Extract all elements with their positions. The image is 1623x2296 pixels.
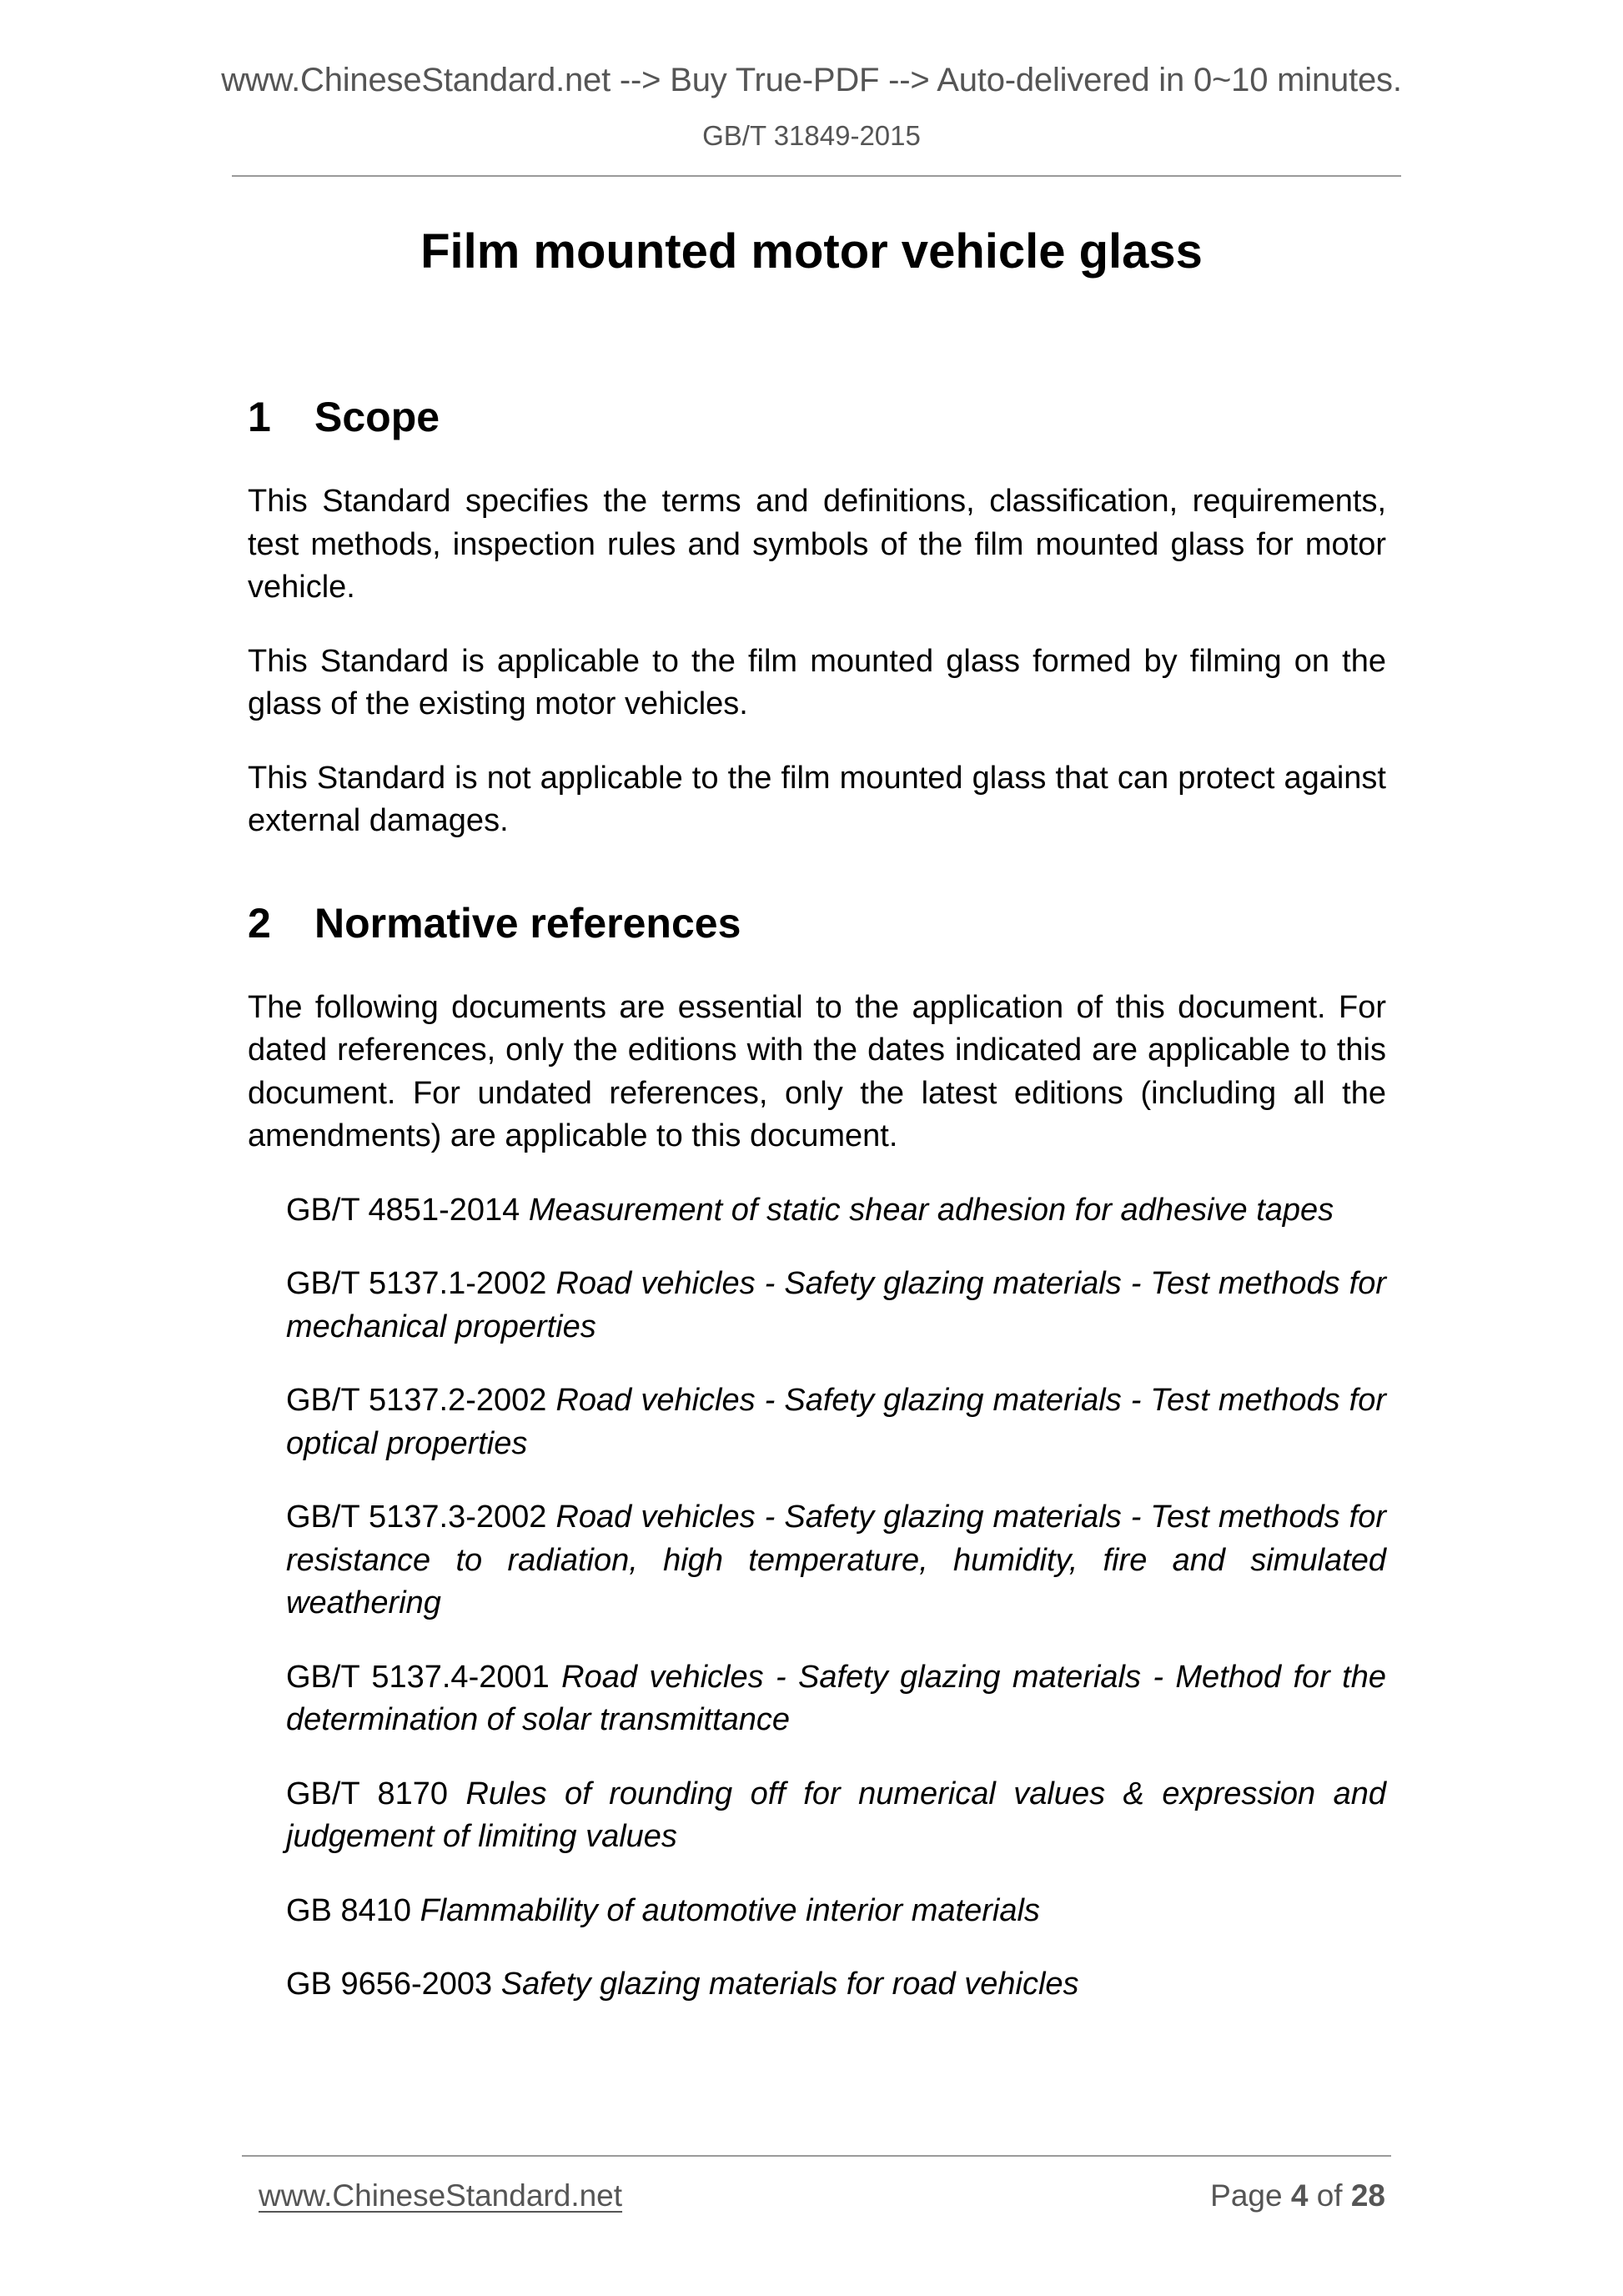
document-body: [248, 384, 1386, 2007]
reference-item: [286, 1656, 1386, 1742]
reference-item: [286, 1379, 1386, 1465]
reference-title: Road vehicles - Safety glazing materials - Test methods for resistance to radiation, high temperature, humidity, fire and simulated weathering: [286, 1500, 1386, 1620]
page-of: of: [1316, 2178, 1343, 2213]
section-title: Scope: [314, 394, 440, 440]
reference-code: GB/T 5137.2-2002: [286, 1383, 547, 1418]
paragraph: This Standard specifies the terms and definitions, classification, requirements, test methods, inspection rules and symbols of the film mounted glass for motor vehicle.: [248, 484, 1386, 605]
reference-item: [286, 1189, 1386, 1233]
document-title: Film mounted motor vehicle glass: [420, 224, 1203, 279]
reference-title: Road vehicles - Safety glazing materials - Method for the determination of solar transmittance: [286, 1659, 1386, 1737]
reference-title: Safety glazing materials for road vehicles: [500, 1967, 1079, 2002]
page-prefix: Page: [1210, 2178, 1283, 2213]
reference-title: Rules of rounding off for numerical values & expression and judgement of limiting values: [286, 1776, 1386, 1854]
reference-title: Flammability of automotive interior materials: [420, 1892, 1040, 1928]
paragraph: This Standard is applicable to the film mounted glass formed by filming on the glass of the existing motor vehicles.: [248, 643, 1386, 721]
header-banner: www.ChineseStandard.net --> Buy True-PDF --> Auto-delivered in 0~10 minutes.: [221, 62, 1402, 98]
paragraph: The following documents are essential to the application of this document. For dated references, only the editions with the dates indicated are applicable to this document. For undated references, only the latest editions (including all the amendments) are applicable to this document.: [248, 989, 1386, 1153]
section-number: 2: [248, 899, 271, 947]
reference-code: GB/T 5137.1-2002: [286, 1266, 547, 1301]
page-total: 28: [1350, 2178, 1385, 2213]
reference-item: [286, 1773, 1386, 1859]
page-indicator: [1210, 2178, 1385, 2213]
page-current: 4: [1290, 2178, 1309, 2213]
reference-code: GB 9656-2003: [286, 1967, 493, 2002]
reference-code: GB/T 4851-2014: [286, 1192, 520, 1228]
footer-divider: [242, 2155, 1391, 2157]
section-heading-normative-references: [248, 890, 1386, 957]
reference-item: [286, 1890, 1386, 1933]
standard-code: GB/T 31849-2015: [702, 120, 921, 151]
reference-title: Road vehicles - Safety glazing materials - Test methods for optical properties: [286, 1383, 1386, 1461]
footer-website-link[interactable]: www.ChineseStandard.net: [259, 2178, 623, 2213]
header-divider: [232, 175, 1401, 177]
section-number: 1: [248, 394, 271, 440]
reference-item: [286, 1963, 1386, 2007]
reference-item: [286, 1263, 1386, 1349]
reference-title: Measurement of static shear adhesion for adhesive tapes: [528, 1192, 1334, 1228]
reference-code: GB/T 5137.3-2002: [286, 1500, 547, 1535]
reference-item: [286, 1496, 1386, 1625]
section-heading-scope: [248, 384, 1386, 450]
paragraph: This Standard is not applicable to the film mounted glass that can protect against external damages.: [248, 760, 1386, 838]
reference-code: GB 8410: [286, 1892, 411, 1928]
section-title: Normative references: [314, 899, 741, 947]
reference-code: GB/T 5137.4-2001: [286, 1659, 550, 1695]
reference-code: GB/T 8170: [286, 1776, 448, 1811]
reference-title: Road vehicles - Safety glazing materials - Test methods for mechanical properties: [286, 1266, 1386, 1344]
